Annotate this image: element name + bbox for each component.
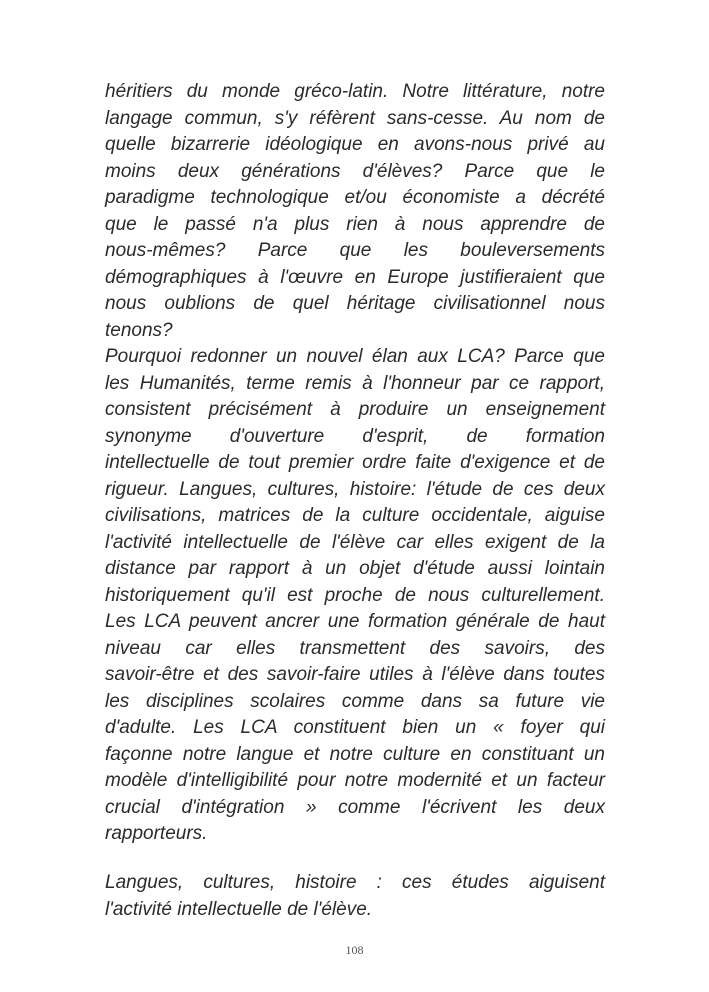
text-line: civilisations, matrices de la culture occidentale, aiguise [105,505,605,526]
pull-quote-line: Langues, cultures, histoire : ces études aiguisent [105,872,605,893]
text-line: paradigme technologique et/ou économiste a décrété [105,187,605,208]
body-text [105,79,605,848]
text-line: Les LCA peuvent ancrer une formation générale de haut [105,611,605,632]
text-line: démographiques à l'œuvre en Europe justifieraient que [105,266,605,288]
text-line: que le passé n'a plus rien à nous apprendre de [105,213,605,235]
text-line: quelle bizarrerie idéologique en avons-nous privé au [105,134,605,155]
text-line: modèle d'intelligibilité pour notre modernité et un facteur [105,770,605,791]
text-line: les disciplines scolaires comme dans sa future vie [105,690,605,712]
text-line: l'activité intellectuelle de l'élève car elles exigent de la [105,531,605,553]
text-line: synonyme d'ouverture d'esprit, de formation [105,425,605,447]
pull-quote-line: l'activité intellectuelle de l'élève. [105,898,373,920]
text-line: d'adulte. Les LCA constituent bien un « foyer qui [105,717,605,738]
text-line: nous oublions de quel héritage civilisationnel nous [105,293,605,314]
text-line: les Humanités, terme remis à l'honneur par ce rapport, [105,372,605,394]
text-line: rigueur. Langues, cultures, histoire: l'étude de ces deux [105,478,605,500]
text-line: crucial d'intégration » comme l'écrivent les deux [105,796,605,818]
text-line: niveau car elles transmettent des savoirs, des [105,637,605,659]
text-line: savoir-être et des savoir-faire utiles à l'élève dans toutes [105,664,605,685]
text-line: Pourquoi redonner un nouvel élan aux LCA? Parce que [105,346,605,367]
text-line: langage commun, s'y réfèrent sans-cesse. Au nom de [105,107,605,129]
text-line: moins deux générations d'élèves? Parce que le [105,160,605,182]
text-line: tenons? [105,319,173,341]
text-line: rapporteurs. [105,823,208,844]
text-line: intellectuelle de tout premier ordre faite d'exigence et de [105,452,605,473]
text-line: héritiers du monde gréco-latin. Notre littérature, notre [105,81,605,102]
pull-quote [105,870,605,923]
text-line: nous-mêmes? Parce que les bouleversements [105,240,605,261]
text-line: historiquement qu'il est proche de nous culturellement. [105,584,605,606]
text-line: consistent précisément à produire un enseignement [105,399,605,420]
text-line: façonne notre langue et notre culture en constituant un [105,743,605,765]
page-number: 108 [345,943,364,957]
text-line: distance par rapport à un objet d'étude aussi lointain [105,558,605,579]
